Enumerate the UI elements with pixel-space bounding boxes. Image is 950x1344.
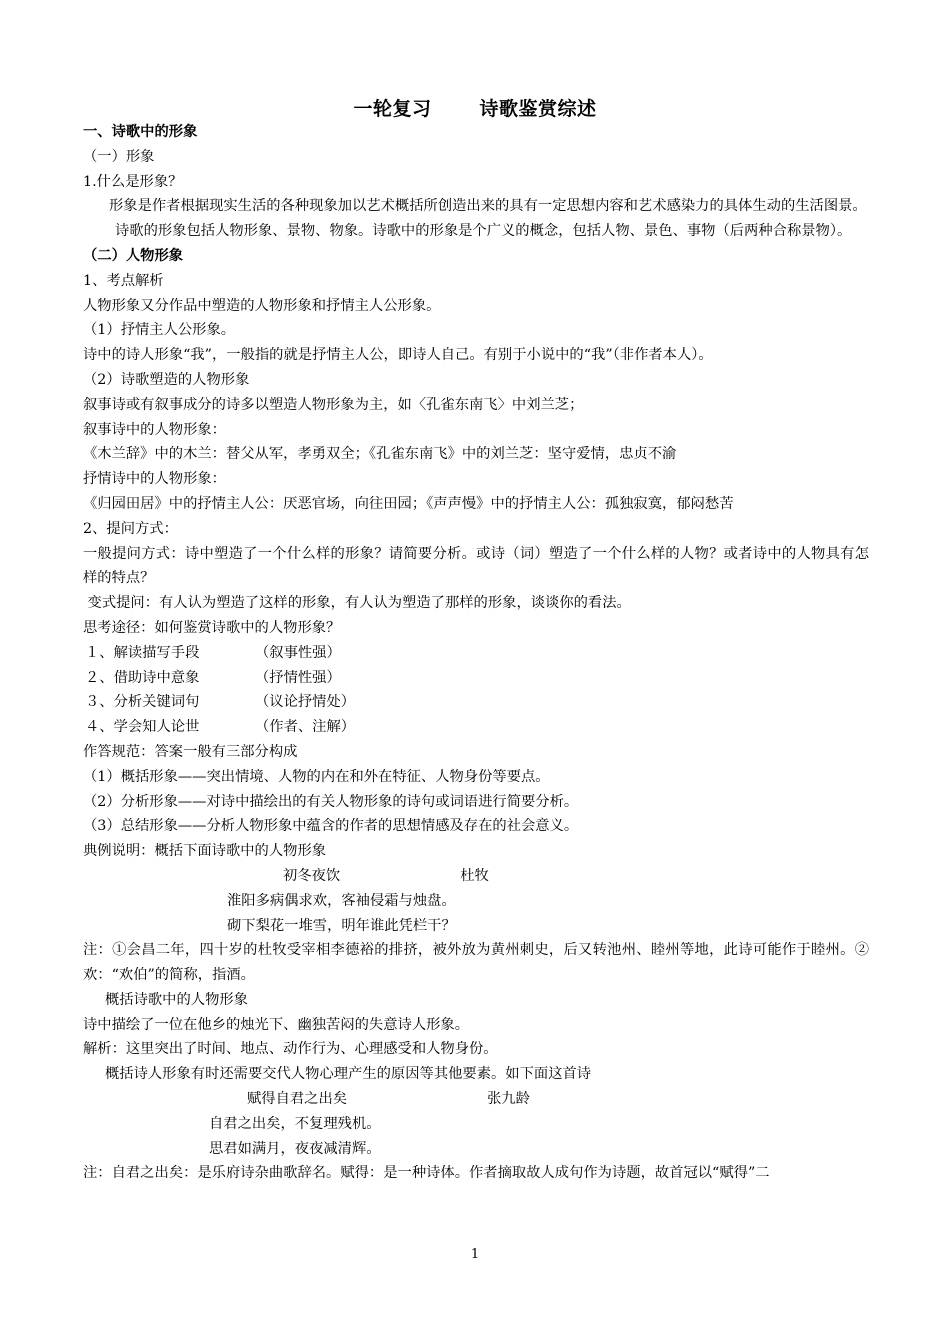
- paragraph: 解析：这里突出了时间、地点、动作行为、心理感受和人物身份。: [83, 1041, 498, 1058]
- standard-item: （2）分析形象——对诗中描绘出的有关人物形象的诗句或词语进行简要分析。: [83, 793, 579, 810]
- poem-title-line: [83, 864, 869, 889]
- point-heading: 2、提问方式：: [83, 520, 178, 537]
- paragraph: 作答规范：答案一般有三部分构成: [83, 743, 298, 760]
- paragraph: 典例说明：概括下面诗歌中的人物形象: [83, 843, 327, 860]
- note: 注：①会昌二年，四十岁的杜牧受宰相李德裕的排挤，被外放为黄州刺史，后又转池州、睦州等地，此诗可能作于睦州。②欢：“欢伯”的简称，指酒。: [83, 942, 869, 984]
- paragraph: 形象是作者根据现实生活的各种现象加以艺术概括所创造出来的具有一定思想内容和艺术感染力的具体生动的生活图景。: [109, 198, 867, 215]
- document-body: [83, 120, 869, 1186]
- paragraph: 叙事诗或有叙事成分的诗多以塑造人物形象为主，如〈孔雀东南飞〉中刘兰芝；: [83, 396, 584, 413]
- paragraph: 概括诗人形象有时还需要交代人物心理产生的原因等其他要素。如下面这首诗: [105, 1066, 592, 1083]
- title-part2: 诗歌鉴赏综述: [479, 98, 597, 120]
- subsection-heading-bold: （二）人物形象: [83, 247, 184, 264]
- paragraph: 一般提问方式：诗中塑造了一个什么样的形象？请简要分析。或诗（词）塑造了一个什么样的人物？或者诗中的人物具有怎样的特点？: [83, 545, 869, 587]
- paragraph: 人物形象又分作品中塑造的人物形象和抒情主人公形象。: [83, 297, 441, 314]
- section-heading: 一、诗歌中的形象: [83, 124, 198, 140]
- point-subheading: （2）诗歌塑造的人物形象: [83, 371, 250, 388]
- document-title: [0, 94, 950, 121]
- note: 注：自君之出矣：是乐府诗杂曲歌辞名。赋得：是一种诗体。作者摘取故人成句作为诗题，故首冠以“赋得”二: [83, 1165, 770, 1182]
- poem-line: 思君如满月，夜夜减清辉。: [209, 1140, 381, 1157]
- point-subheading: （1）抒情主人公形象。: [83, 322, 236, 339]
- poem-title-line: [83, 1087, 869, 1112]
- page-number: 1: [470, 1247, 480, 1262]
- poem-title: 初冬夜饮: [283, 867, 341, 884]
- title-part1: 一轮复习: [353, 98, 432, 120]
- question-heading: 1.什么是形象？: [83, 173, 183, 190]
- paragraph: 变式提问：有人认为塑造了这样的形象，有人认为塑造了那样的形象，谈谈你的看法。: [83, 595, 631, 612]
- method-step: ４、学会知人论世 （作者、注解）: [85, 719, 356, 736]
- poem-line: 砌下梨花一堆雪，明年谁此凭栏干？: [227, 917, 456, 934]
- poem-author: 杜牧: [460, 867, 489, 884]
- paragraph: 诗中的诗人形象“我”，一般指的就是抒情主人公，即诗人自己。有别于小说中的“我”（非作者本人）。: [83, 347, 713, 364]
- method-step: １、解读描写手段 （叙事性强）: [85, 644, 341, 661]
- method-step: ２、借助诗中意象 （抒情性强）: [85, 669, 341, 686]
- poem-line: 自君之出矣，不复理残机。: [209, 1115, 381, 1132]
- standard-item: （1）概括形象——突出情境、人物的内在和外在特征、人物身份等要点。: [83, 768, 550, 785]
- poem-title: 赋得自君之出矣: [247, 1091, 348, 1108]
- example-line: 《木兰辞》中的木兰：替父从军，孝勇双全；《孔雀东南飞》中的刘兰芝：坚守爱情，忠贞不渝: [83, 446, 677, 463]
- paragraph: 诗歌的形象包括人物形象、景物、物象。诗歌中的形象是个广义的概念，包括人物、景色、事物（后两种合称景物）。: [115, 223, 852, 240]
- standard-item: （3）总结形象——分析人物形象中蕴含的作者的思想情感及存在的社会意义。: [83, 818, 579, 835]
- paragraph: 思考途径：如何鉴赏诗歌中的人物形象？: [83, 619, 341, 636]
- paragraph: 诗中描绘了一位在他乡的烛光下、幽独苦闷的失意诗人形象。: [83, 1016, 470, 1033]
- subsection-heading: （一）形象: [83, 148, 155, 165]
- paragraph: 叙事诗中的人物形象：: [83, 421, 226, 438]
- example-line: 《归园田居》中的抒情主人公：厌恶官场，向往田园；《声声慢》中的抒情主人公：孤独寂寞，郁闷愁苦: [83, 495, 734, 512]
- point-heading: 1、考点解析: [83, 272, 164, 289]
- poem-author: 张九龄: [487, 1091, 530, 1108]
- paragraph: 抒情诗中的人物形象：: [83, 471, 226, 488]
- paragraph: 概括诗歌中的人物形象: [105, 991, 248, 1008]
- method-step: ３、分析关键词句 （议论抒情处）: [85, 694, 356, 711]
- poem-line: 淮阳多病偶求欢，客袖侵霜与烛盘。: [227, 892, 456, 909]
